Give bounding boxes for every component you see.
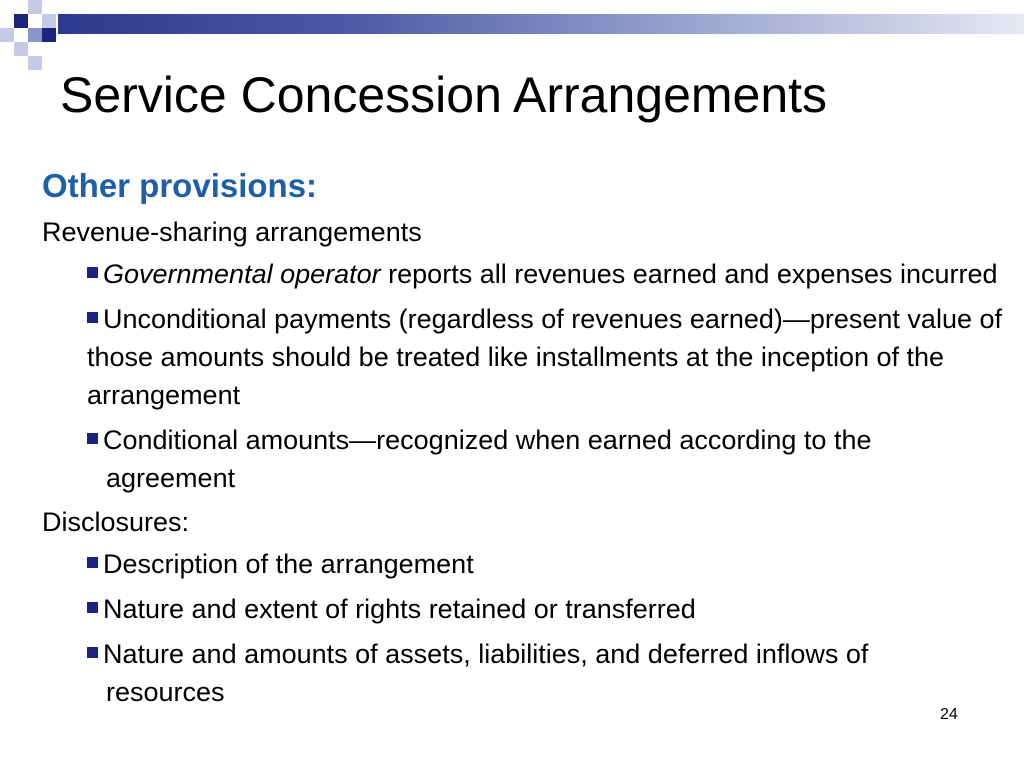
disclosures-list	[42, 545, 1002, 711]
list-item: Nature and extent of rights retained or transferred	[42, 590, 1002, 628]
list-item: Nature and amounts of assets, liabilities, and deferred inflows of resources	[42, 635, 916, 711]
list-item: Governmental operator reports all revenues earned and expenses incurred	[42, 255, 1002, 293]
disclosures-label: Disclosures:	[42, 507, 190, 537]
slide-content	[42, 164, 1002, 718]
bullet-square-icon	[87, 433, 98, 444]
slide-title: Service Concession Arrangements	[60, 67, 828, 123]
list-item: Unconditional payments (regardless of revenues earned)—present value of those amounts should be treated like installments at the inception of the arrangement	[87, 304, 1003, 410]
corner-decoration	[0, 0, 90, 70]
revenue-sharing-list	[42, 255, 1002, 497]
bullet-square-icon	[87, 312, 98, 323]
list-item: Description of the arrangement	[42, 545, 1002, 583]
section-heading: Other provisions:	[42, 167, 318, 204]
slide-number: 24	[940, 706, 958, 723]
bullet-square-icon	[87, 647, 98, 658]
bullet-square-icon	[87, 557, 98, 568]
list-item: Conditional amounts—recognized when earned according to the agreement	[42, 421, 1002, 497]
revenue-sharing-label: Revenue-sharing arrangements	[42, 217, 422, 247]
header-bar	[58, 14, 1024, 34]
bullet-square-icon	[87, 602, 98, 613]
bullet-square-icon	[87, 267, 98, 278]
